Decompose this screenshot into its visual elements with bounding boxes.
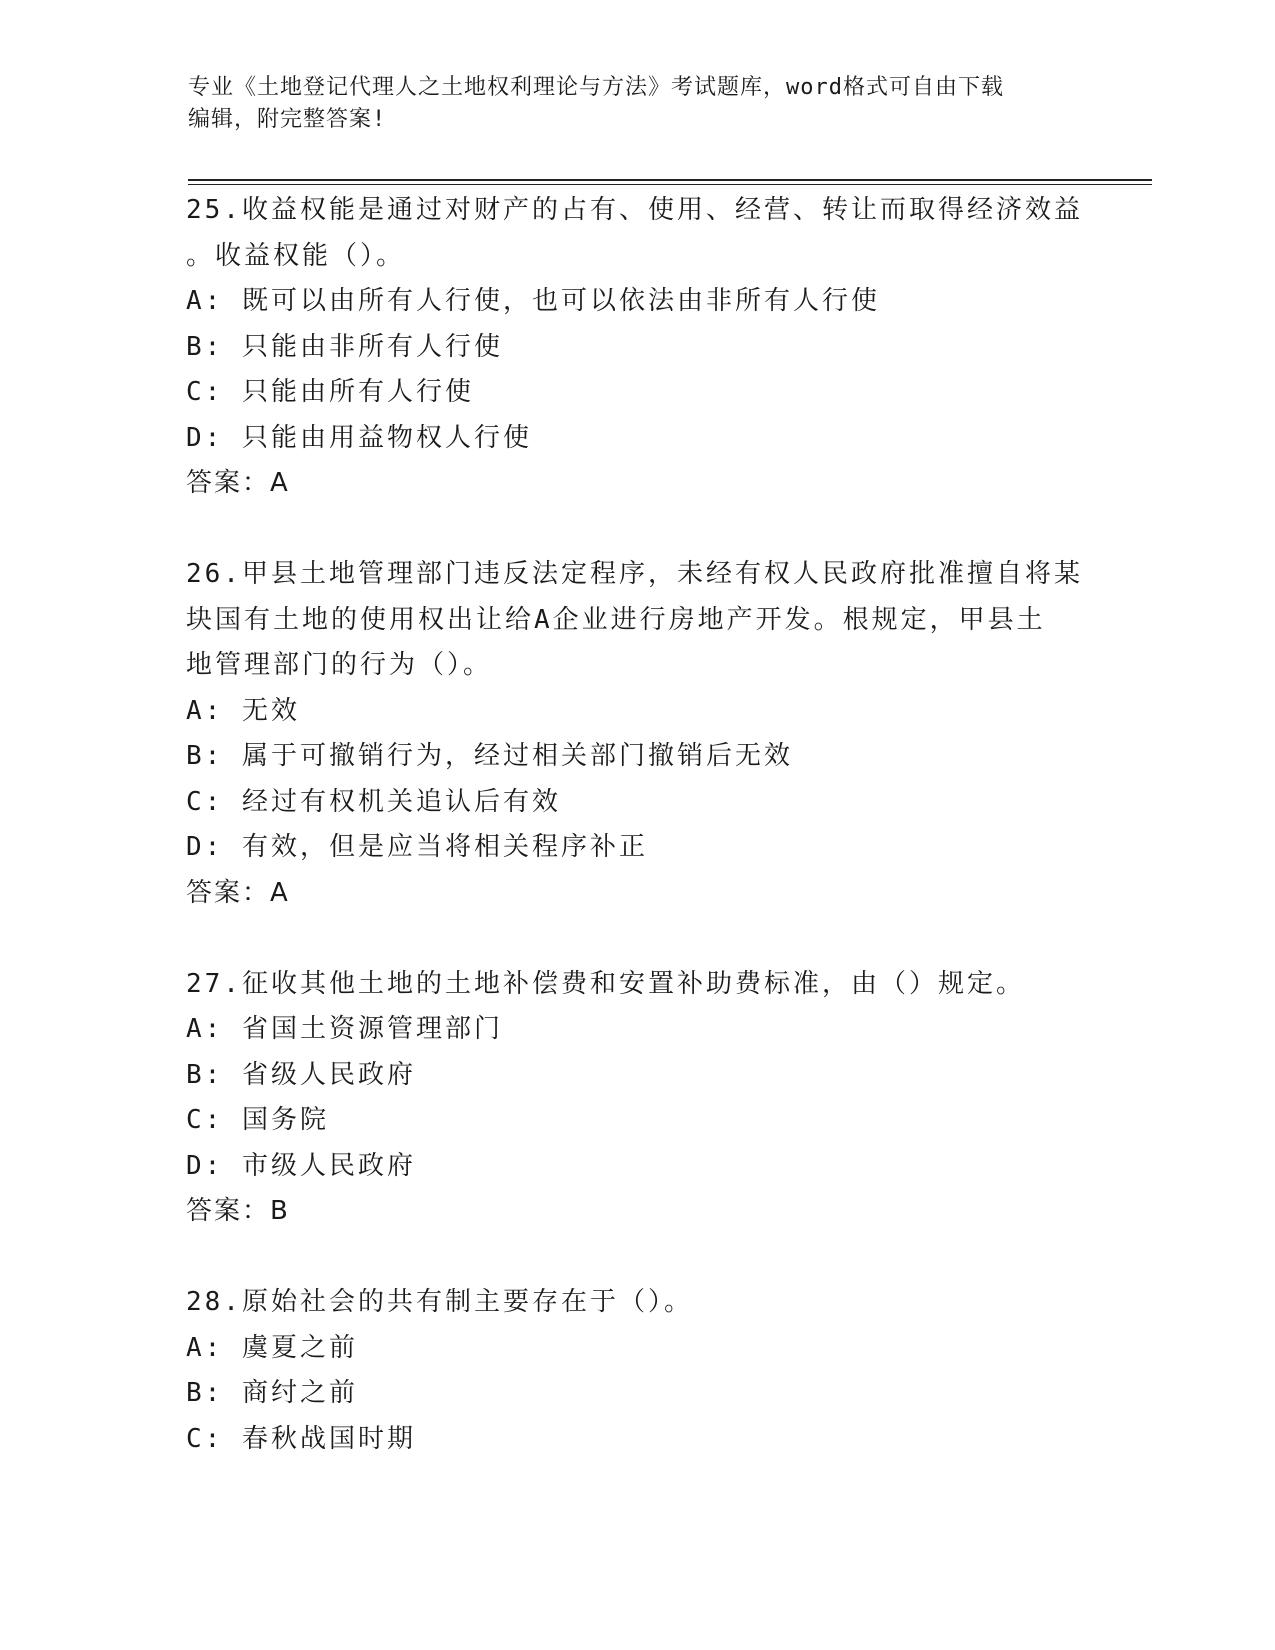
option-a: A: 既可以由所有人行使，也可以依法由非所有人行使 [186,286,880,316]
option-a: A: 无效 [186,695,300,726]
answer: 答案：A [186,468,290,498]
option-c: C: 国务院 [186,1105,329,1135]
option-c: C: 经过有权机关追认后有效 [186,786,561,817]
question-stem-line: 块国有土地的使用权出让给A企业进行房地产开发。根规定，甲县土 [186,604,1046,635]
option-c: C: 只能由所有人行使 [186,377,474,407]
header-divider [188,179,1152,181]
question-stem-line: 27.征收其他土地的土地补偿费和安置补助费标准，由（）规定。 [186,968,1025,999]
question-28 [186,1280,1086,1462]
option-a: A: 虞夏之前 [186,1332,358,1363]
question-27 [186,962,1086,1235]
question-list [186,188,1086,1462]
question-stem-line: 26.甲县土地管理部门违反法定程序，未经有权人民政府批准擅自将某 [186,559,1083,589]
question-26 [186,552,1086,916]
header-divider-thin [188,184,1152,185]
option-b: B: 属于可撤销行为，经过相关部门撤销后无效 [186,741,793,771]
option-b: B: 商纣之前 [186,1378,358,1408]
question-stem-line: 地管理部门的行为（）。 [186,650,493,680]
question-stem-line: 28.原始社会的共有制主要存在于（）。 [186,1287,693,1317]
option-c: C: 春秋战国时期 [186,1423,416,1454]
question-25 [186,188,1086,507]
option-a: A: 省国土资源管理部门 [186,1014,503,1044]
question-stem-line: 25.收益权能是通过对财产的占有、使用、经营、转让而取得经济效益 [186,195,1083,225]
header-line-2: 编辑，附完整答案! [188,107,387,132]
header-line-1: 专业《土地登记代理人之土地权利理论与方法》考试题库，word格式可自由下载 [188,75,1004,100]
answer: 答案：B [186,1196,290,1226]
option-b: B: 只能由非所有人行使 [186,331,503,362]
option-d: D: 有效，但是应当将相关程序补正 [186,832,648,862]
document-header [188,72,1088,136]
option-d: D: 只能由用益物权人行使 [186,422,532,453]
option-d: D: 市级人民政府 [186,1150,416,1181]
option-b: B: 省级人民政府 [186,1059,416,1090]
question-stem-line: 。收益权能（）。 [186,240,406,271]
answer: 答案：A [186,877,290,908]
